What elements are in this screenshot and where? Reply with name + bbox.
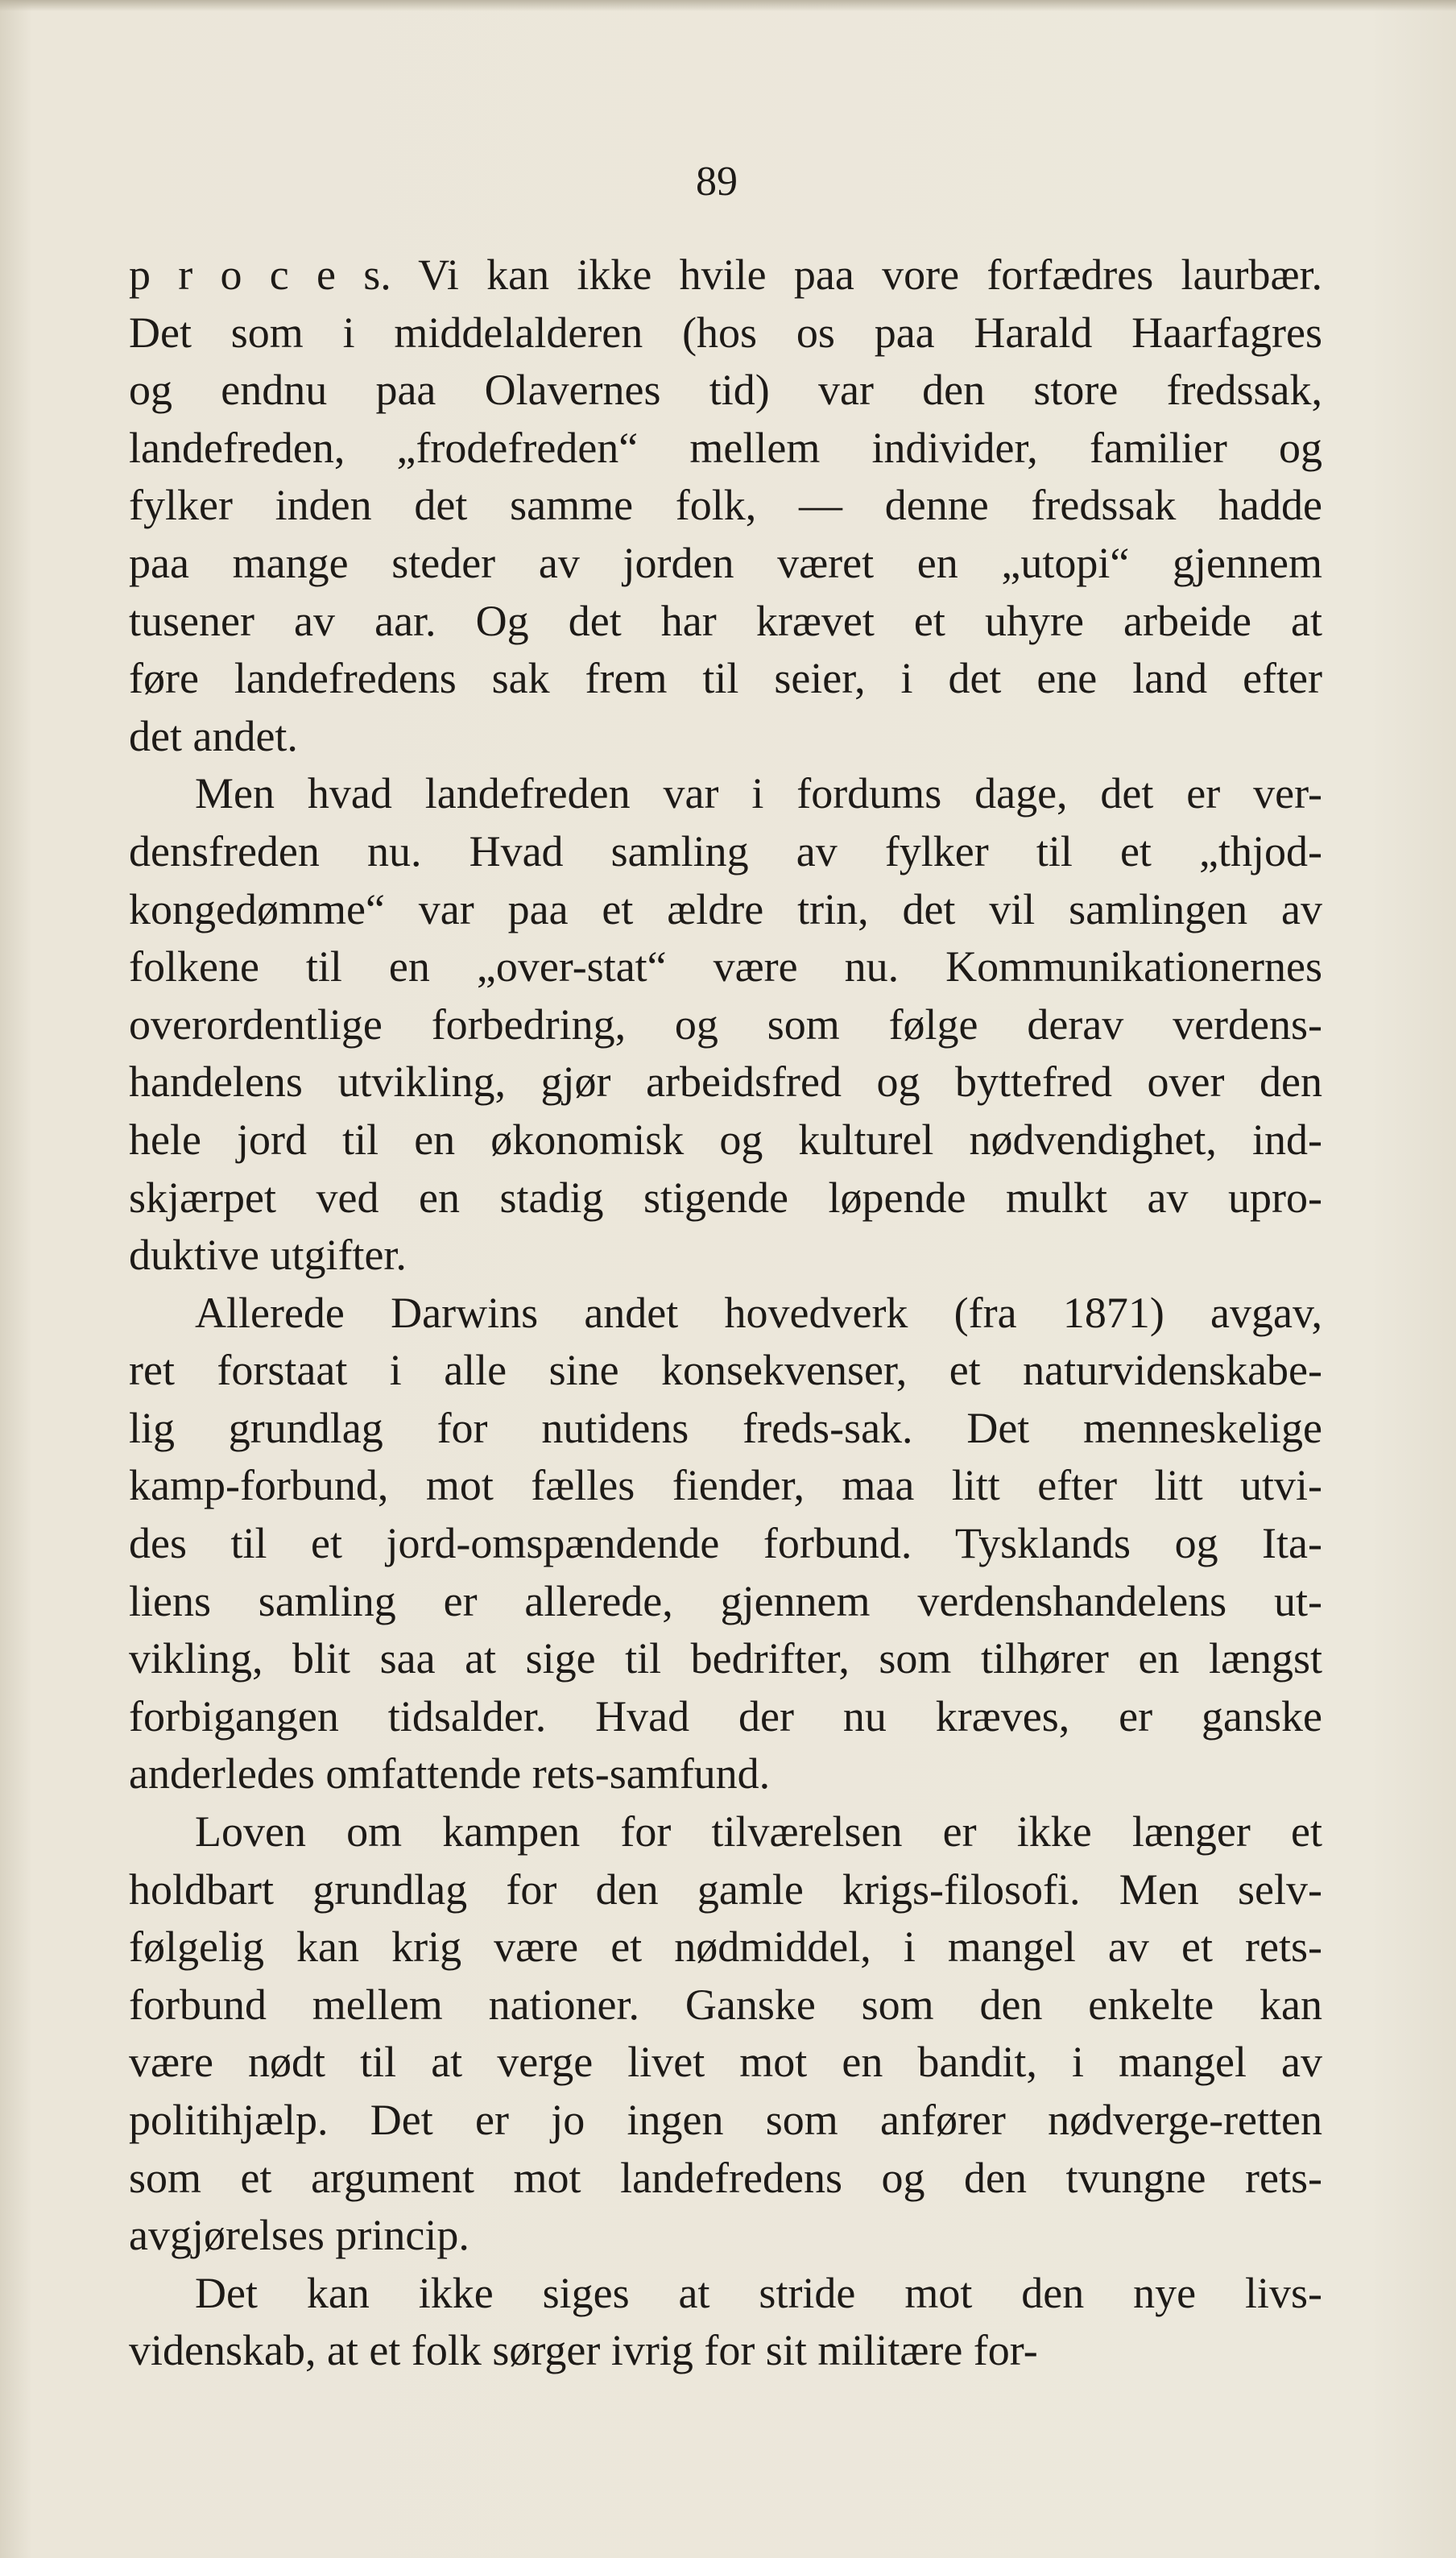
text-line: forbund mellem nationer. Ganske som den enkelte kan — [129, 1980, 1322, 2029]
text-line: Det kan ikke siges at stride mot den nye livs- — [195, 2268, 1322, 2317]
text-line: des til et jord-omspændende forbund. Tysklands og Ita- — [129, 1519, 1322, 1568]
paragraph — [129, 1803, 1322, 2265]
text-line: paa mange steder av jorden været en „utopi“ gjennem — [129, 538, 1322, 587]
paragraph — [129, 246, 1322, 765]
text-line: tusener av aar. Og det har krævet et uhyre arbeide at — [129, 596, 1322, 645]
text-line: og endnu paa Olavernes tid) var den store fredssak, — [129, 366, 1322, 415]
text-line: politihjælp. Det er jo ingen som anfører nødverge-retten — [129, 2096, 1322, 2144]
text-line: densfreden nu. Hvad samling av fylker til et „thjod- — [129, 826, 1322, 875]
text-line: folkene til en „over-stat“ være nu. Kommunikationernes — [129, 942, 1322, 991]
text-line: p r o c e s. Vi kan ikke hvile paa vore forfædres laurbær. — [129, 250, 1322, 299]
text-line: det andet. — [129, 711, 298, 760]
text-line: vikling, blit saa at sige til bedrifter, som tilhører en længst — [129, 1634, 1322, 1683]
body-text — [129, 246, 1322, 2380]
text-line: Allerede Darwins andet hovedverk (fra 1871) avgav, — [195, 1288, 1322, 1337]
text-line: ret forstaat i alle sine konsekvenser, et naturvidenskabe- — [129, 1346, 1322, 1395]
text-line: føre landefredens sak frem til seier, i det ene land efter — [129, 654, 1322, 703]
paragraph — [129, 2265, 1322, 2380]
text-line: Det som i middelalderen (hos os paa Harald Haarfagres — [129, 308, 1322, 357]
text-line: som et argument mot landefredens og den tvungne rets- — [129, 2153, 1322, 2202]
text-line: hele jord til en økonomisk og kulturel nødvendighet, ind- — [129, 1115, 1322, 1164]
text-line: handelens utvikling, gjør arbeidsfred og byttefred over den — [129, 1058, 1322, 1107]
text-line: lig grundlag for nutidens freds-sak. Det menneskelige — [129, 1403, 1322, 1452]
text-line: Men hvad landefreden var i fordums dage, det er ver- — [195, 769, 1322, 818]
text-line: videnskab, at et folk sørger ivrig for sit militære for- — [129, 2326, 1038, 2375]
text-line: Loven om kampen for tilværelsen er ikke længer et — [195, 1807, 1322, 1856]
text-line: være nødt til at verge livet mot en bandit, i mangel av — [129, 2038, 1322, 2087]
text-line: overordentlige forbedring, og som følge derav verdens- — [129, 1000, 1322, 1049]
text-line: skjærpet ved en stadig stigende løpende mulkt av upro- — [129, 1173, 1322, 1222]
text-line: kongedømme“ var paa et ældre trin, det vil samlingen av — [129, 884, 1322, 933]
paragraph — [129, 1285, 1322, 1803]
text-line: landefreden, „frodefreden“ mellem individer, familier og — [129, 423, 1322, 472]
page-number: 89 — [696, 159, 738, 205]
text-line: kamp-forbund, mot fælles fiender, maa litt efter litt utvi- — [129, 1461, 1322, 1510]
text-line: liens samling er allerede, gjennem verdenshandelens ut- — [129, 1576, 1322, 1625]
text-line: holdbart grundlag for den gamle krigs-filosofi. Men selv- — [129, 1865, 1322, 1914]
text-line: avgjørelses princip. — [129, 2211, 469, 2260]
text-line: forbigangen tidsalder. Hvad der nu kræves, er ganske — [129, 1691, 1322, 1741]
page-edge-shadow — [0, 0, 1456, 11]
text-line: duktive utgifter. — [129, 1231, 407, 1280]
paragraph — [129, 765, 1322, 1284]
text-line: fylker inden det samme folk, — denne fredssak hadde — [129, 481, 1322, 530]
text-line: følgelig kan krig være et nødmiddel, i mangel av et rets- — [129, 1923, 1322, 1972]
text-line: anderledes omfattende rets-samfund. — [129, 1749, 771, 1798]
